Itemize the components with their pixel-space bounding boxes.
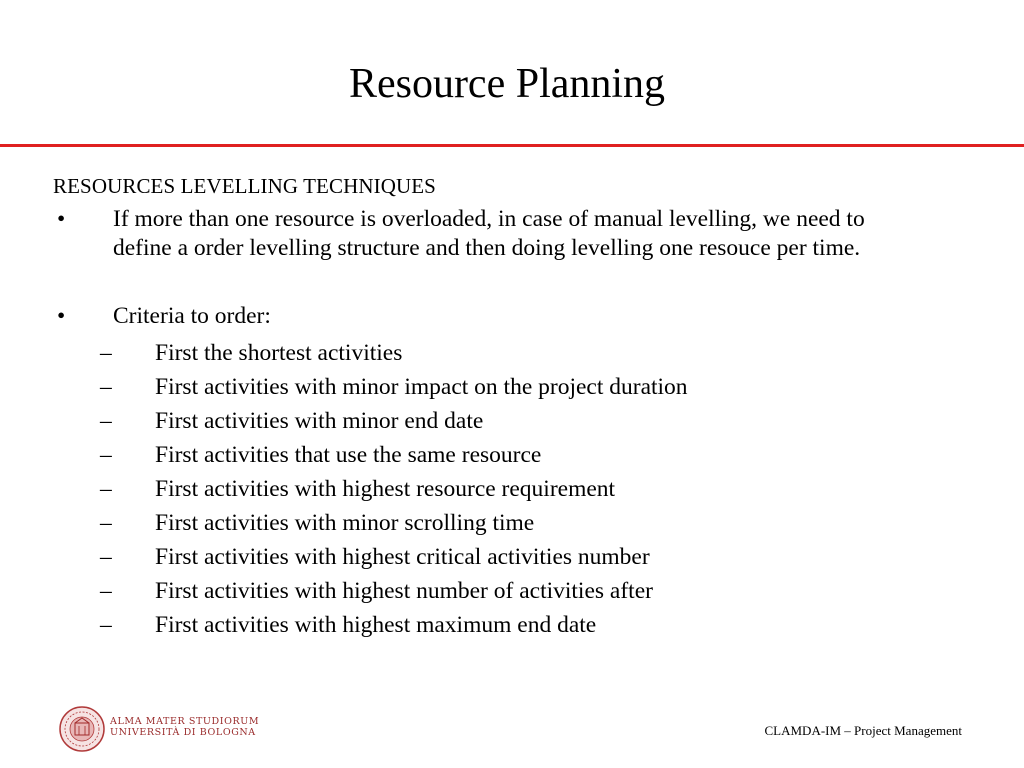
sublist-item-text: First activities with highest resource requirement bbox=[155, 476, 616, 502]
sublist-item-text: First activities with minor end date bbox=[155, 408, 484, 434]
sublist-item bbox=[0, 336, 1024, 370]
university-logo bbox=[58, 704, 258, 754]
university-seal-icon bbox=[58, 704, 106, 754]
sublist-item bbox=[0, 370, 1024, 404]
sublist-item bbox=[0, 540, 1024, 574]
sublist-item bbox=[0, 506, 1024, 540]
bullet-marker: • bbox=[57, 206, 66, 232]
bullet-text: Criteria to order: bbox=[113, 303, 271, 329]
sublist-item bbox=[0, 574, 1024, 608]
sublist-item-text: First activities with highest maximum end date bbox=[155, 612, 597, 638]
sublist-item-text: First the shortest activities bbox=[155, 340, 403, 366]
sublist-dash: – bbox=[100, 612, 112, 638]
criteria-sublist bbox=[0, 336, 1024, 642]
bullet-item bbox=[0, 302, 1024, 331]
sublist-item bbox=[0, 438, 1024, 472]
bullet-item bbox=[0, 205, 1024, 263]
title-divider bbox=[0, 144, 1024, 147]
sublist-dash: – bbox=[100, 442, 112, 468]
sublist-item bbox=[0, 608, 1024, 642]
sublist-item bbox=[0, 404, 1024, 438]
sublist-dash: – bbox=[100, 476, 112, 502]
footer-caption: CLAMDA-IM – Project Management bbox=[764, 723, 962, 738]
logo-line-1: ALMA MATER STUDIORUM bbox=[110, 716, 260, 727]
sublist-item-text: First activities with highest number of activities after bbox=[155, 578, 653, 604]
sublist-item-text: First activities that use the same resource bbox=[155, 442, 542, 468]
section-subheading: RESOURCES LEVELLING TECHNIQUES bbox=[53, 174, 436, 198]
logo-line-2: UNIVERSITÀ DI BOLOGNA bbox=[110, 727, 256, 738]
sublist-dash: – bbox=[100, 510, 112, 536]
bullet-list bbox=[0, 205, 1024, 642]
sublist-item bbox=[0, 472, 1024, 506]
logo-wordmark bbox=[110, 716, 259, 738]
sublist-dash: – bbox=[100, 578, 112, 604]
sublist-item-text: First activities with minor impact on the project duration bbox=[155, 374, 688, 400]
sublist-dash: – bbox=[100, 544, 112, 570]
bullet-marker: • bbox=[57, 303, 66, 329]
sublist-item-text: First activities with highest critical activities number bbox=[155, 544, 650, 570]
bullet-text: If more than one resource is overloaded, in case of manual levelling, we need to define a order levelling structure and then doing levelling one resouce per time. bbox=[113, 206, 865, 261]
sublist-dash: – bbox=[100, 408, 112, 434]
sublist-dash: – bbox=[100, 374, 112, 400]
sublist-item-text: First activities with minor scrolling time bbox=[155, 510, 535, 536]
slide-title: Resource Planning bbox=[348, 61, 666, 107]
sublist-dash: – bbox=[100, 340, 112, 366]
